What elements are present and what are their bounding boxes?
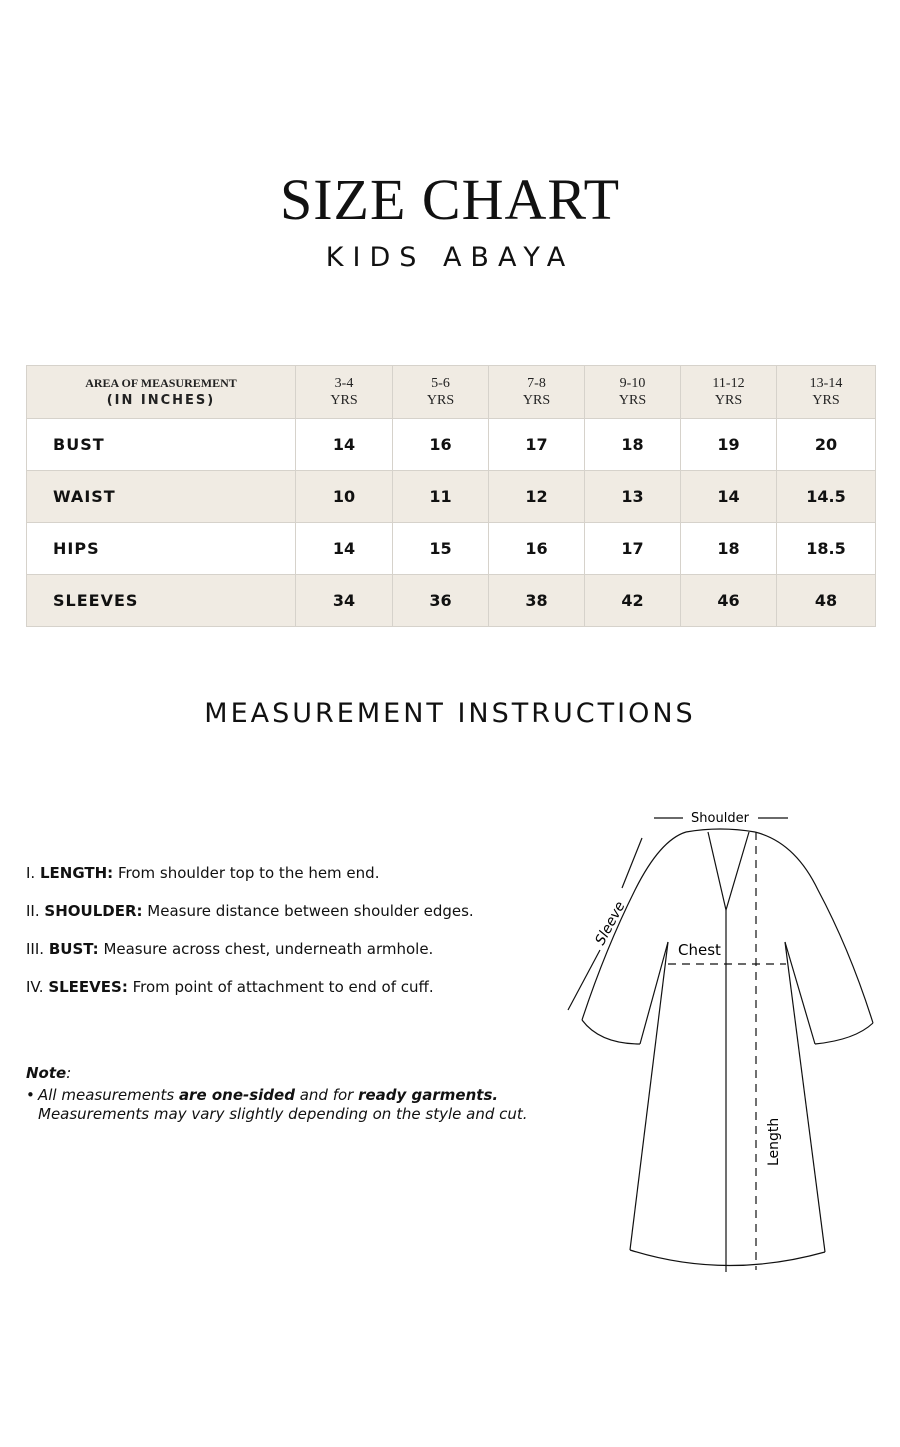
note-colon: : xyxy=(66,1064,72,1082)
table-cell: 38 xyxy=(489,575,585,627)
table-cell: 19 xyxy=(681,419,777,471)
size-range: 13-14 xyxy=(809,376,843,391)
row-label: BUST xyxy=(27,419,296,471)
instruction-prefix: III. xyxy=(26,940,45,958)
instruction-prefix: I. xyxy=(26,864,36,882)
table-row-bust xyxy=(27,419,876,471)
note-block xyxy=(26,1064,566,1124)
note-emphasis: ready garments. xyxy=(358,1086,499,1104)
instructions-list xyxy=(26,860,566,1012)
size-range: 5-6 xyxy=(431,376,450,391)
table-cell: 34 xyxy=(296,575,393,627)
instruction-text: From shoulder top to the hem end. xyxy=(117,864,380,882)
table-cell: 46 xyxy=(681,575,777,627)
note-label xyxy=(26,1064,566,1082)
table-cell: 16 xyxy=(489,523,585,575)
header-size xyxy=(296,366,393,419)
size-unit: YRS xyxy=(426,393,455,408)
note-text xyxy=(26,1086,566,1124)
table-cell: 17 xyxy=(489,419,585,471)
size-unit: YRS xyxy=(618,393,647,408)
abaya-hem xyxy=(630,1250,825,1266)
note-part: Measurements may vary slightly depending on the style and cut. xyxy=(38,1105,528,1123)
sleeve-label: Sleeve xyxy=(592,898,629,948)
size-range: 9-10 xyxy=(619,376,646,391)
bullet-icon: • xyxy=(26,1086,35,1104)
size-range: 7-8 xyxy=(527,376,546,391)
note-part: All measurements xyxy=(38,1086,179,1104)
instruction-prefix: IV. xyxy=(26,978,44,996)
size-unit: YRS xyxy=(522,393,551,408)
table-cell: 10 xyxy=(296,471,393,523)
row-label: WAIST xyxy=(27,471,296,523)
instruction-text: Measure distance between shoulder edges. xyxy=(147,902,474,920)
size-range: 11-12 xyxy=(712,376,745,391)
header-size xyxy=(585,366,681,419)
table-cell: 20 xyxy=(777,419,876,471)
row-label: SLEEVES xyxy=(27,575,296,627)
size-unit: YRS xyxy=(330,393,358,408)
instruction-item-sleeves xyxy=(26,974,566,1012)
abaya-right-cuff xyxy=(815,1023,873,1044)
table-cell: 36 xyxy=(393,575,489,627)
table-row-waist xyxy=(27,471,876,523)
note-emphasis: are one-sided xyxy=(178,1086,295,1104)
sleeve-guide-top xyxy=(622,838,642,888)
instruction-item-shoulder xyxy=(26,898,566,936)
page-title: SIZE CHART xyxy=(279,167,621,232)
instruction-prefix: II. xyxy=(26,902,40,920)
table-cell: 11 xyxy=(393,471,489,523)
instructions-title: MEASUREMENT INSTRUCTIONS xyxy=(204,698,696,729)
abaya-shoulder-line xyxy=(686,829,755,832)
instruction-term: SLEEVES: xyxy=(48,978,128,996)
table-cell: 18.5 xyxy=(777,523,876,575)
table-row-hips xyxy=(27,523,876,575)
instruction-term: LENGTH: xyxy=(39,864,114,882)
abaya-right-sleeve-inner xyxy=(785,942,815,1044)
instruction-text: From point of attachment to end of cuff. xyxy=(132,978,434,996)
size-chart-table xyxy=(26,365,876,627)
shoulder-guide xyxy=(568,818,788,1010)
table-cell: 18 xyxy=(681,523,777,575)
abaya-right-side xyxy=(785,942,825,1252)
table-cell: 14 xyxy=(296,419,393,471)
header-size xyxy=(489,366,585,419)
instruction-term: BUST: xyxy=(48,940,99,958)
abaya-measurement-diagram xyxy=(560,800,890,1290)
header-label-line2: (IN INCHES) xyxy=(106,393,216,408)
instruction-term: SHOULDER: xyxy=(44,902,143,920)
abaya-neckline xyxy=(708,832,749,910)
table-cell: 18 xyxy=(585,419,681,471)
table-cell: 15 xyxy=(393,523,489,575)
table-cell: 14 xyxy=(296,523,393,575)
table-cell: 42 xyxy=(585,575,681,627)
header-label-line1: AREA OF MEASUREMENT xyxy=(85,376,237,390)
table-cell: 17 xyxy=(585,523,681,575)
header-size xyxy=(393,366,489,419)
size-unit: YRS xyxy=(812,393,840,408)
table-cell: 13 xyxy=(585,471,681,523)
note-label-text: Note xyxy=(26,1064,67,1082)
header-size xyxy=(777,366,876,419)
abaya-right-sleeve-outer xyxy=(755,832,873,1023)
instruction-item-bust xyxy=(26,936,566,974)
sleeve-guide-bottom xyxy=(568,950,600,1010)
header-size xyxy=(681,366,777,419)
table-row-sleeves xyxy=(27,575,876,627)
table-cell: 12 xyxy=(489,471,585,523)
abaya-left-cuff xyxy=(582,1020,640,1044)
table-cell: 48 xyxy=(777,575,876,627)
chest-label: Chest xyxy=(678,941,721,959)
measure-guides xyxy=(668,832,786,1270)
table-cell: 14.5 xyxy=(777,471,876,523)
shoulder-label: Shoulder xyxy=(691,811,749,826)
row-label: HIPS xyxy=(27,523,296,575)
note-part: and for xyxy=(294,1086,359,1104)
abaya-left-sleeve-outer xyxy=(582,832,686,1020)
page-subtitle: KIDS ABAYA xyxy=(325,242,575,273)
abaya-left-side xyxy=(630,942,668,1250)
length-label: Length xyxy=(766,1117,782,1166)
table-cell: 16 xyxy=(393,419,489,471)
abaya-left-sleeve-inner xyxy=(640,942,668,1044)
size-range: 3-4 xyxy=(334,376,354,391)
size-unit: YRS xyxy=(714,393,743,408)
header-measurement-area xyxy=(27,366,296,419)
table-header-row xyxy=(27,366,876,419)
abaya-outline xyxy=(582,829,873,1272)
table-cell: 14 xyxy=(681,471,777,523)
instruction-item-length xyxy=(26,860,566,898)
instruction-text: Measure across chest, underneath armhole. xyxy=(103,940,434,958)
